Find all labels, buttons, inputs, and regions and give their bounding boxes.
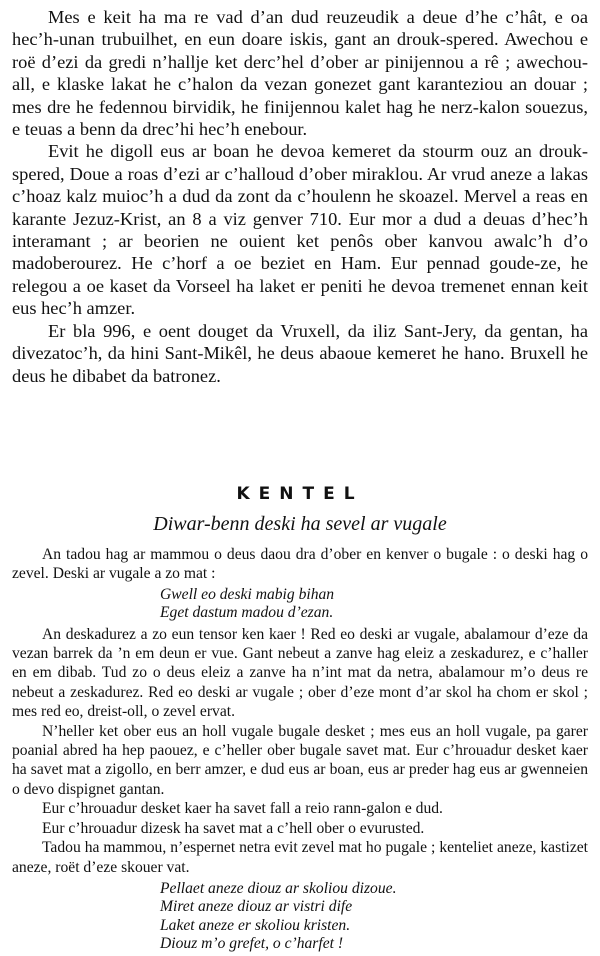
verse-stanza (160, 880, 588, 954)
lesson-paragraph-1: An deskadurez a zo eun tensor ken kaer ! Red eo deski ar vugale, abalamour d’eze da vezan barrek da ’n em deun er vue. Gant nebeut a zanve hag eleiz a zeskadurez, e c’haller en em dibab. Tud zo o deus eleiz a zanve ha n’int mat da netra, abalamour m’o deus re nebeut a zeskadurez. Red eo deski ar vugale ; ober d’eze mont d’ar skol ha chom er skol ; mes red eo, dreist-oll, o zevel ervat. (12, 625, 588, 721)
upper-text-block (12, 6, 588, 387)
verse-line: Eget dastum madou d’ezan. (160, 604, 334, 622)
lesson-paragraph-2: N’heller ket ober eus an holl vugale bugale desket ; mes eus an holl vugale, pa garer poanial abred ha hep paouez, e c’heller ober bugale savet mat. Eur c’hrouadur desket kaer ha savet mat a zigollo, en berr amzer, e dud eus ar boan, eus ar preder hag eus ar gwenneien o devo dispignet gantan. (12, 722, 588, 798)
verse-line: Gwell eo deski mabig bihan (160, 585, 335, 603)
verse-couplet (160, 586, 588, 623)
verse-line: Laket aneze er skoliou kristen. (160, 916, 351, 934)
lesson-paragraph-3: Eur c’hrouadur desket kaer ha savet fall a reio rann-galon e dud. (42, 800, 443, 818)
paragraph-1: Mes e keit ha ma re vad d’an dud reuzeudik a deue d’he c’hât, e oa hec’h-unan trubuilhet, en eun doare iskis, gant an drouk-spered. Awechou e roë d’ezi da gredi n’hallje ket derc’hel d’ober ar pinijennou a rê ; awechou-all, e klaske lakat he c’halon da vezan gonezet gant karanteziou an douar ; mes dre he fedennou birvidik, he finijennou kalet hag he nerz-kalon souezus, e teuas a benn da drec’hi hec’h enebour. (12, 7, 588, 140)
lesson-intro: An tadou hag ar mammou o deus daou dra d’ober en kenver o bugale : o deski hag o zevel. Deski ar vugale a zo mat : (12, 546, 588, 583)
lower-text-block (12, 545, 588, 954)
paragraph-3: Er bla 996, e oent douget da Vruxell, da iliz Sant-Jery, da gentan, ha divezatoc’h, da hini Sant-Mikêl, he deus abaoue kemeret he hano. Bruxell he deus he dibabet da batronez. (12, 320, 588, 386)
verse-line: Diouz m’o grefet, o c’harfet ! (160, 935, 344, 953)
lesson-paragraph-5: Tadou ha mammou, n’espernet netra evit zevel mat ho pugale ; kenteliet aneze, kastizet aneze, roët d’eze skouer vat. (12, 839, 588, 876)
verse-line: Miret aneze diouz ar vistri dife (160, 898, 353, 916)
verse-line: Pellaet aneze diouz ar skoliou dizoue. (160, 879, 397, 897)
paragraph-2: Evit he digoll eus ar boan he devoa kemeret da stourm ouz an drouk-spered, Doue a roas d’ezi ar c’halloud d’ober miraklou. Ar vrud aneze a lakas c’hoaz kalz muioc’h a dud da zont da c’houlenn he skoazel. Mervel a reas en karante Jezuz-Krist, an 8 a viz genver 710. Eur mor a dud a deuas d’hec’h interamant ; ar beorien ne ouient ket penôs ober kanvou awalc’h d’o madoberourez. He c’horf a oe beziet en Ham. Eur pennad goude-ze, he relegou a oe kaset da Vorseel ha laket er peniti he devoa tremenet ennan keit eus hec’h amzer. (12, 141, 588, 319)
section-heading: KENTEL (236, 484, 364, 504)
section-subtitle: Diwar-benn deski ha sevel ar vugale (153, 513, 447, 535)
lesson-paragraph-4: Eur c’hrouadur dizesk ha savet mat a c’hell ober o evurusted. (42, 819, 425, 837)
